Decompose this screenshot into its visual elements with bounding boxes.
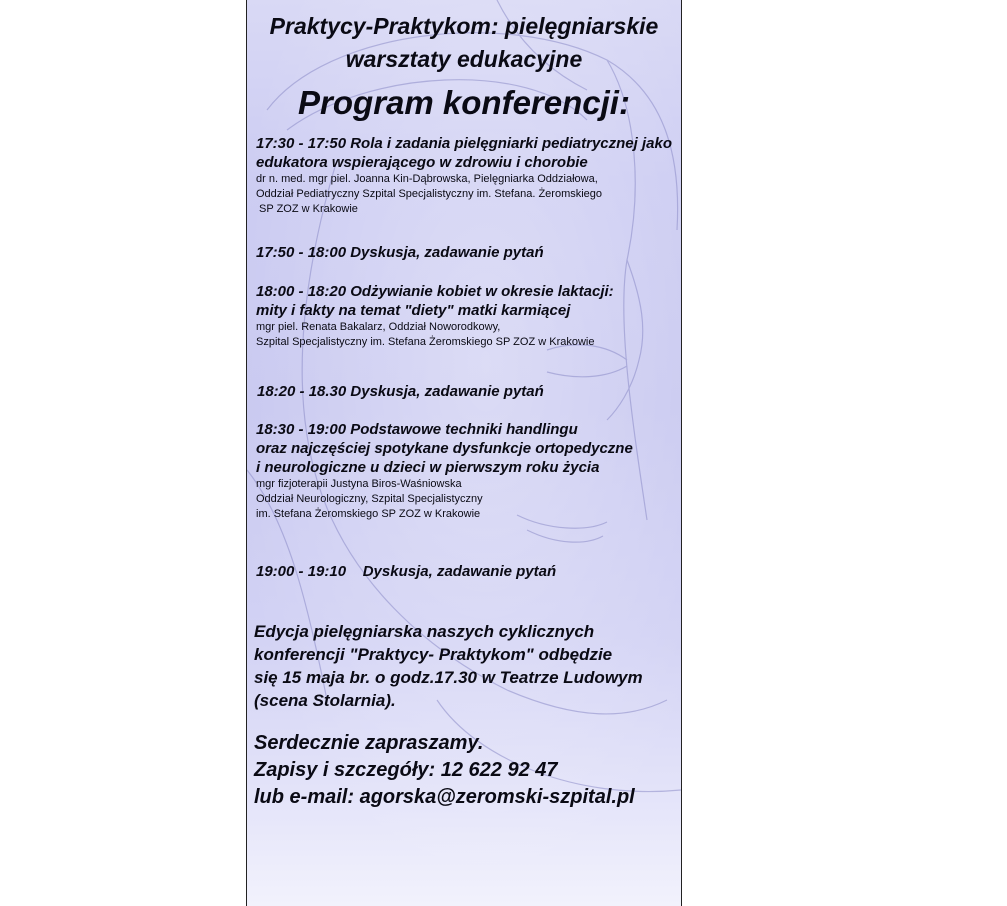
edition-line-3: się 15 maja br. o godz.17.30 w Teatrze Ludowym xyxy=(254,668,643,687)
session-3-detail-2: Szpital Specjalistyczny im. Stefana Żeromskiego SP ZOZ w Krakowie xyxy=(256,336,595,348)
session-6: 19:00 - 19:10 Dyskusja, zadawanie pytań xyxy=(256,563,557,580)
session-5-detail-1: mgr fizjoterapii Justyna Biros-Waśniowska xyxy=(256,478,462,490)
program-heading: Program konferencji: xyxy=(298,84,630,121)
conference-poster xyxy=(246,0,682,906)
edition-line-4: (scena Stolarnia). xyxy=(254,691,396,710)
session-3-line-1: 18:00 - 18:20 Odżywianie kobiet w okresie laktacji: xyxy=(256,283,614,300)
edition-line-1: Edycja pielęgniarska naszych cyklicznych xyxy=(254,622,595,641)
session-1-line-1: 17:30 - 17:50 Rola i zadania pielęgniarki pediatrycznej jako xyxy=(256,135,673,152)
session-1 xyxy=(256,134,672,217)
invitation-contact xyxy=(254,730,635,811)
edition-announcement xyxy=(254,620,643,712)
session-1-detail-1: dr n. med. mgr piel. Joanna Kin-Dąbrowska, Pielęgniarka Oddziałowa, xyxy=(256,173,598,185)
poster-title xyxy=(247,10,681,75)
session-2: 17:50 - 18:00 Dyskusja, zadawanie pytań xyxy=(256,244,544,261)
session-1-line-2: edukatora wspierającego w zdrowiu i chorobie xyxy=(256,154,588,171)
session-5-line-2: oraz najczęściej spotykane dysfunkcje ortopedyczne xyxy=(256,440,633,457)
edition-line-2: konferencji "Praktycy- Praktykom" odbędzie xyxy=(254,645,613,664)
session-1-detail-3: SP ZOZ w Krakowie xyxy=(256,203,358,215)
session-5-detail-2: Oddział Neurologiczny, Szpital Specjalistyczny xyxy=(256,493,483,505)
invite-line-2: Zapisy i szczegóły: 12 622 92 47 xyxy=(254,759,558,781)
title-line-2: warsztaty edukacyjne xyxy=(345,46,583,72)
session-3 xyxy=(256,282,614,350)
title-line-1: Praktycy-Praktykom: pielęgniarskie xyxy=(269,13,659,39)
session-5-detail-3: im. Stefana Żeromskiego SP ZOZ w Krakowie xyxy=(256,508,481,520)
session-5-line-3: i neurologiczne u dzieci w pierwszym roku życia xyxy=(256,459,600,476)
session-3-detail-1: mgr piel. Renata Bakalarz, Oddział Noworodkowy, xyxy=(256,321,501,333)
session-5 xyxy=(256,420,633,522)
invite-line-1: Serdecznie zapraszamy. xyxy=(254,732,484,754)
session-4: 18:20 - 18.30 Dyskusja, zadawanie pytań xyxy=(257,383,544,400)
session-5-line-1: 18:30 - 19:00 Podstawowe techniki handlingu xyxy=(256,421,578,438)
contact-email: lub e-mail: agorska@zeromski-szpital.pl xyxy=(254,786,635,808)
session-3-line-2: mity i fakty na temat "diety" matki karmiącej xyxy=(256,302,571,319)
session-1-detail-2: Oddział Pediatryczny Szpital Specjalistyczny im. Stefana. Żeromskiego xyxy=(256,188,603,200)
